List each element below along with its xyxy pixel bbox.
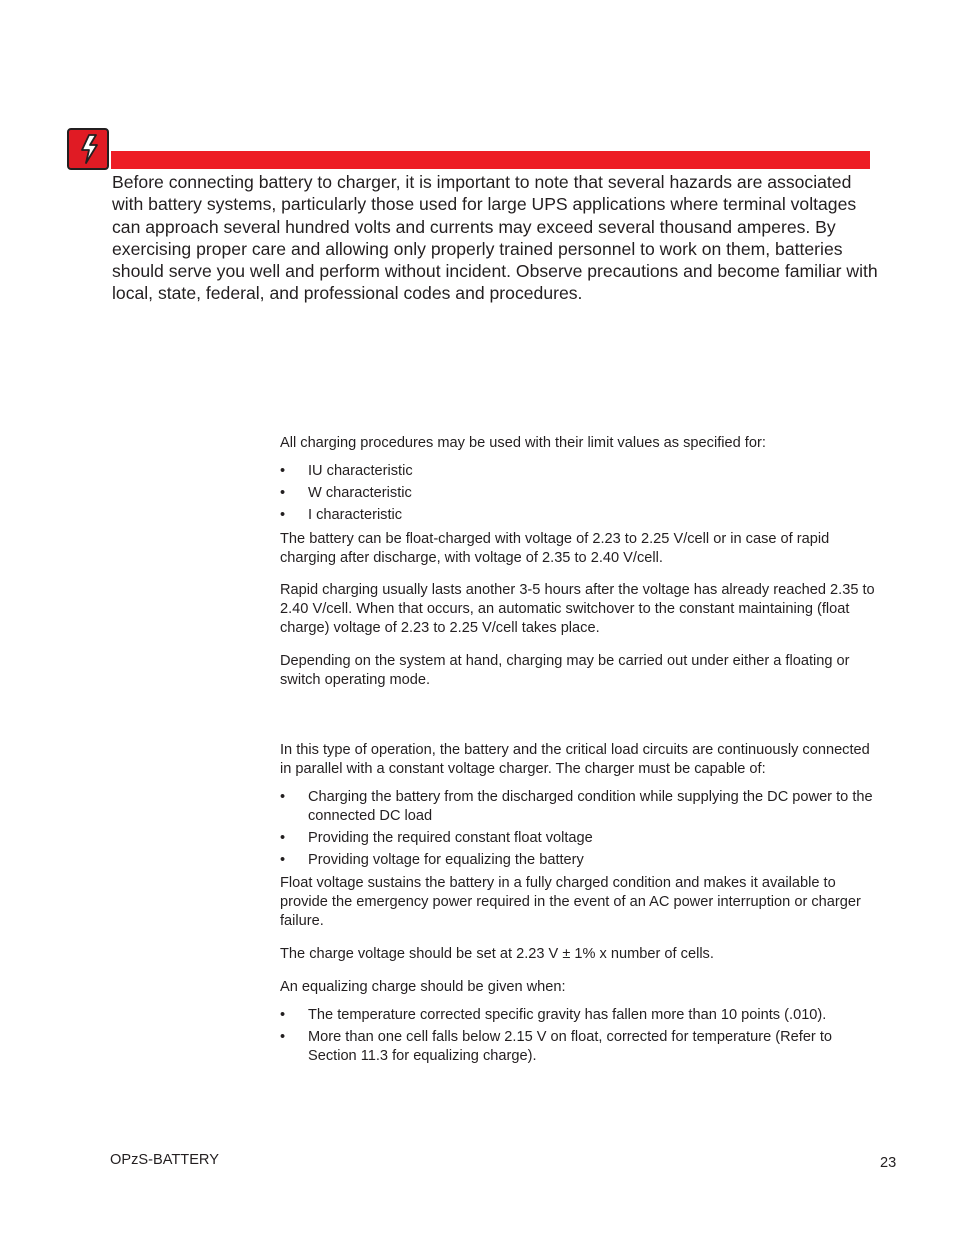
floating-intro: In this type of operation, the battery and the critical load circuits are continuously connected in parallel with a constant voltage charger. The charger must be capable of: (280, 741, 870, 777)
equalizing-conditions-list (280, 1006, 880, 1066)
bullet-icon: • (280, 1006, 286, 1023)
bullet-icon: • (280, 506, 286, 523)
bullet-icon: • (280, 484, 286, 501)
float-charge-paragraph: The battery can be float-charged with voltage of 2.23 to 2.25 V/cell or in case of rapid charging after discharge, with voltage of 2.35 to 2.40 V/cell. (280, 530, 830, 566)
charger-capabilities-list (280, 788, 880, 870)
footer-document-name: OPzS-BATTERY (110, 1152, 219, 1168)
list-item: • IU characteristic (280, 462, 413, 479)
list-item: • Providing voltage for equalizing the battery (280, 851, 584, 868)
main-content (280, 434, 880, 1069)
warning-banner-bar (111, 151, 870, 169)
warning-text: Before connecting battery to charger, it is important to note that several hazards are associated with battery systems, particularly those used for large UPS applications where terminal voltages can approach several hundred volts and currents may exceed several thousand amperes. By exercising proper care and allowing only properly trained personnel to work on them, batteries should serve you well and perform without incident. Observe precautions and become familiar with local, state, federal, and professional codes and procedures. (112, 172, 878, 304)
high-voltage-warning-icon (67, 128, 109, 170)
list-item: • W characteristic (280, 484, 412, 501)
float-voltage-paragraph: Float voltage sustains the battery in a fully charged condition and makes it available to provide the emergency power required in the event of an AC power interruption or charger failure. (280, 875, 861, 930)
bullet-icon: • (280, 788, 286, 805)
list-item: • I characteristic (280, 506, 403, 523)
bullet-icon: • (280, 462, 286, 479)
list-item: • More than one cell falls below 2.15 V on float, corrected for temperature (Refer to Section 11.3 for equalizing charge). (280, 1028, 833, 1064)
bullet-icon: • (280, 851, 286, 868)
charging-intro: All charging procedures may be used with their limit values as specified for: (280, 435, 766, 451)
bullet-icon: • (280, 1028, 286, 1045)
operating-mode-paragraph: Depending on the system at hand, charging may be carried out under either a floating or switch operating mode. (280, 653, 850, 689)
bullet-icon: • (280, 829, 286, 846)
list-item: • The temperature corrected specific gravity has fallen more than 10 points (.010). (280, 1006, 827, 1023)
rapid-charge-paragraph: Rapid charging usually lasts another 3-5 hours after the voltage has already reached 2.35 to 2.40 V/cell. When that occurs, an automatic switchover to the constant maintaining (float charge) voltage of 2.23 to 2.25 V/cell takes place. (280, 582, 875, 637)
equalizing-intro: An equalizing charge should be given when: (280, 979, 566, 996)
charge-voltage-paragraph: The charge voltage should be set at 2.23 V ± 1% x number of cells. (280, 946, 714, 963)
list-item: • Providing the required constant float voltage (280, 829, 593, 846)
charging-characteristics-list (280, 462, 880, 525)
footer-page-number: 23 (880, 1155, 897, 1171)
list-item: • Charging the battery from the discharged condition while supplying the DC power to the connected DC load (280, 788, 873, 824)
